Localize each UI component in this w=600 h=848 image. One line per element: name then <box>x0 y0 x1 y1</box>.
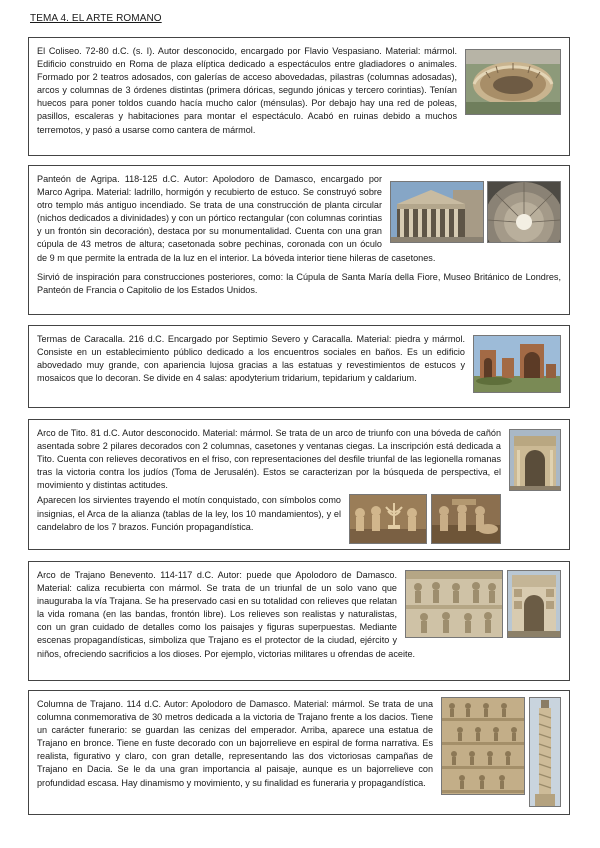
baths-of-caracalla-ruins-photo <box>473 335 561 393</box>
colosseum-aerial-photo <box>465 49 561 115</box>
section-arco-trajano <box>28 561 570 681</box>
section-arco-tito-text-2: Aparecen los sirvientes trayendo el motín conquistado, con símbolos como insignias, el Arca de la alianza (tablas de la ley, los 10 mandamientos), y el candelabro de los 7 brazos. Función propagandística. <box>37 495 341 532</box>
section-coliseo <box>28 37 570 156</box>
section-arco-tito-text: Arco de Tito. 81 d.C. Autor desconocido. Material: mármol. Se trata de un arco de triunfo con una bóveda de cañón asentada sobre 2 pilares decorados con 2 columnas, casetones y ventanas ciegas. La inscripción está dedicada a Tito. Cuenta con relieves decorativos en el friso, con representaciones del desfile triunfal de las legionella romanas tras la victoria contra los judíos (Toma de Jerusalén). Estos se caracterizan por la búsqueda de perspectiva, el movimiento y distintas actitudes. <box>37 428 501 491</box>
section-termas-text: Termas de Caracalla. 216 d.C. Encargado por Septimio Severo y Caracalla. Material: piedra y mármol. Consiste en un establecimiento público dedicado a los encuentros sociales en baños. Es un edificio abovedado muy grande, con apariencia lujosa gracias a las estatuas y revestimientos de estucos y mosaicos que lo decoran. Se divide en 4 salas: apodyterium tridarium, tepidarium y caldarium. <box>37 334 465 384</box>
trajan-column-photo <box>529 697 561 807</box>
trajan-column-relief-detail-photo <box>441 697 525 795</box>
section-termas <box>28 325 570 408</box>
section-panteon-text: Panteón de Agripa. 118-125 d.C. Autor: Apolodoro de Damasco, encargado por Marco Agripa. Material: ladrillo, hormigón y recubierto de estuco. Se construyó sobre otro templo más antiguo incendiado. Se trata de una construcción de planta circular (nichos dedicados a divinidades) y con un pórtico rectangular (con columnas corintias y un frontón sin decoración), destaca por su monumentalidad. Cuenta con una gran cúpula de 43 metros de altura; casetonada sobre pechinas, coronada con un óculo de 9 m que permite la entrada de la luz en el interior. La bóveda interior tiene hileras de casetones. <box>37 174 436 263</box>
section-arco-trajano-text: Arco de Trajano Benevento. 114-117 d.C. Autor: puede que Apolodoro de Damasco. Material: caliza recubierta con mármol. Se trata de un triunfal de un solo vano que inauguraba la vía Trajana. Se ha preservado casi en su totalidad con relieves que relatan la vida romana (en las bandas, frontón libre). Los relieves son realistas y naturalistas, con un gran cuidado de detalles como los paisajes y figuras superpuestas. Mediante escenas propagandísticas, simboliza que Trajano es el protector de la ciudad, ejército y niños, ofreciendo sacrificios a los dioses. Por ejemplo, victorias militares u ofrendas de aceite. <box>37 570 416 659</box>
titus-relief-spoils-photo <box>349 494 427 544</box>
trajan-arch-relief-detail-photo <box>405 570 503 638</box>
arch-of-trajan-benevento-photo <box>507 570 561 638</box>
section-coliseo-text: El Coliseo. 72-80 d.C. (s. I). Autor desconocido, encargado por Flavio Vespasiano. Material: mármol. Edificio construido en Roma de plaza elíptica dedicado a espectáculos entre gladiadores o animales. Formado por 2 teatros adosados, con galerías de acceso abovedadas, pilastras (columnas adosadas), arcos y columnas de 3 órdenes distintas (primera dóricas, segundo jónicas y tercero corintias). Tenían huecos para poner toldos cuando hacía mucho calor (ménsulas). Por debajo hay una red de poleas, pasillos, escaleras y habitaciones para montar el espectáculo. Acabó en ruinas debido a muchos terremotos, y pasó a usarse como cantera de mármol. <box>37 46 457 135</box>
section-arco-tito <box>28 419 570 550</box>
section-panteon-text-2: Sirvió de inspiración para construcciones posteriores, como: la Cúpula de Santa María della Fiore, Museo Británico de Londres, Panteón de Francia o Capitolio de los Estados Unidos. <box>37 271 561 295</box>
arch-of-titus-photo <box>509 429 561 491</box>
titus-relief-triumph-photo <box>431 494 501 544</box>
section-columna-trajano-text: Columna de Trajano. 114 d.C. Autor: Apolodoro de Damasco. Material: mármol. Se trata de una columna conmemorativa de 30 metros dedicada a la victoria de Trajano frente a los dacios. Tiene un carácter funerario: se guardan las cenizas del emperador. Arriba, aparece una estatua de Trajano en bronce. Tiene en fuste decorado con un bajorrelieve en espiral de forma narrativa. Es realista, figurativo y claro, con gran detalle, representando las dos victoriosas campañas de Trajano en Dacia. Se le da una gran importancia al paisaje, aunque es un bajorrelieve con profundidad escasa. Hay dinamismo y movimiento, y su finalidad es funeraria y propagandística. <box>37 699 433 788</box>
page-title: TEMA 4. EL ARTE ROMANO <box>30 13 162 24</box>
pantheon-dome-interior-photo <box>487 181 561 243</box>
section-panteon <box>28 165 570 315</box>
pantheon-portico-photo <box>390 181 484 243</box>
section-columna-trajano <box>28 690 570 815</box>
